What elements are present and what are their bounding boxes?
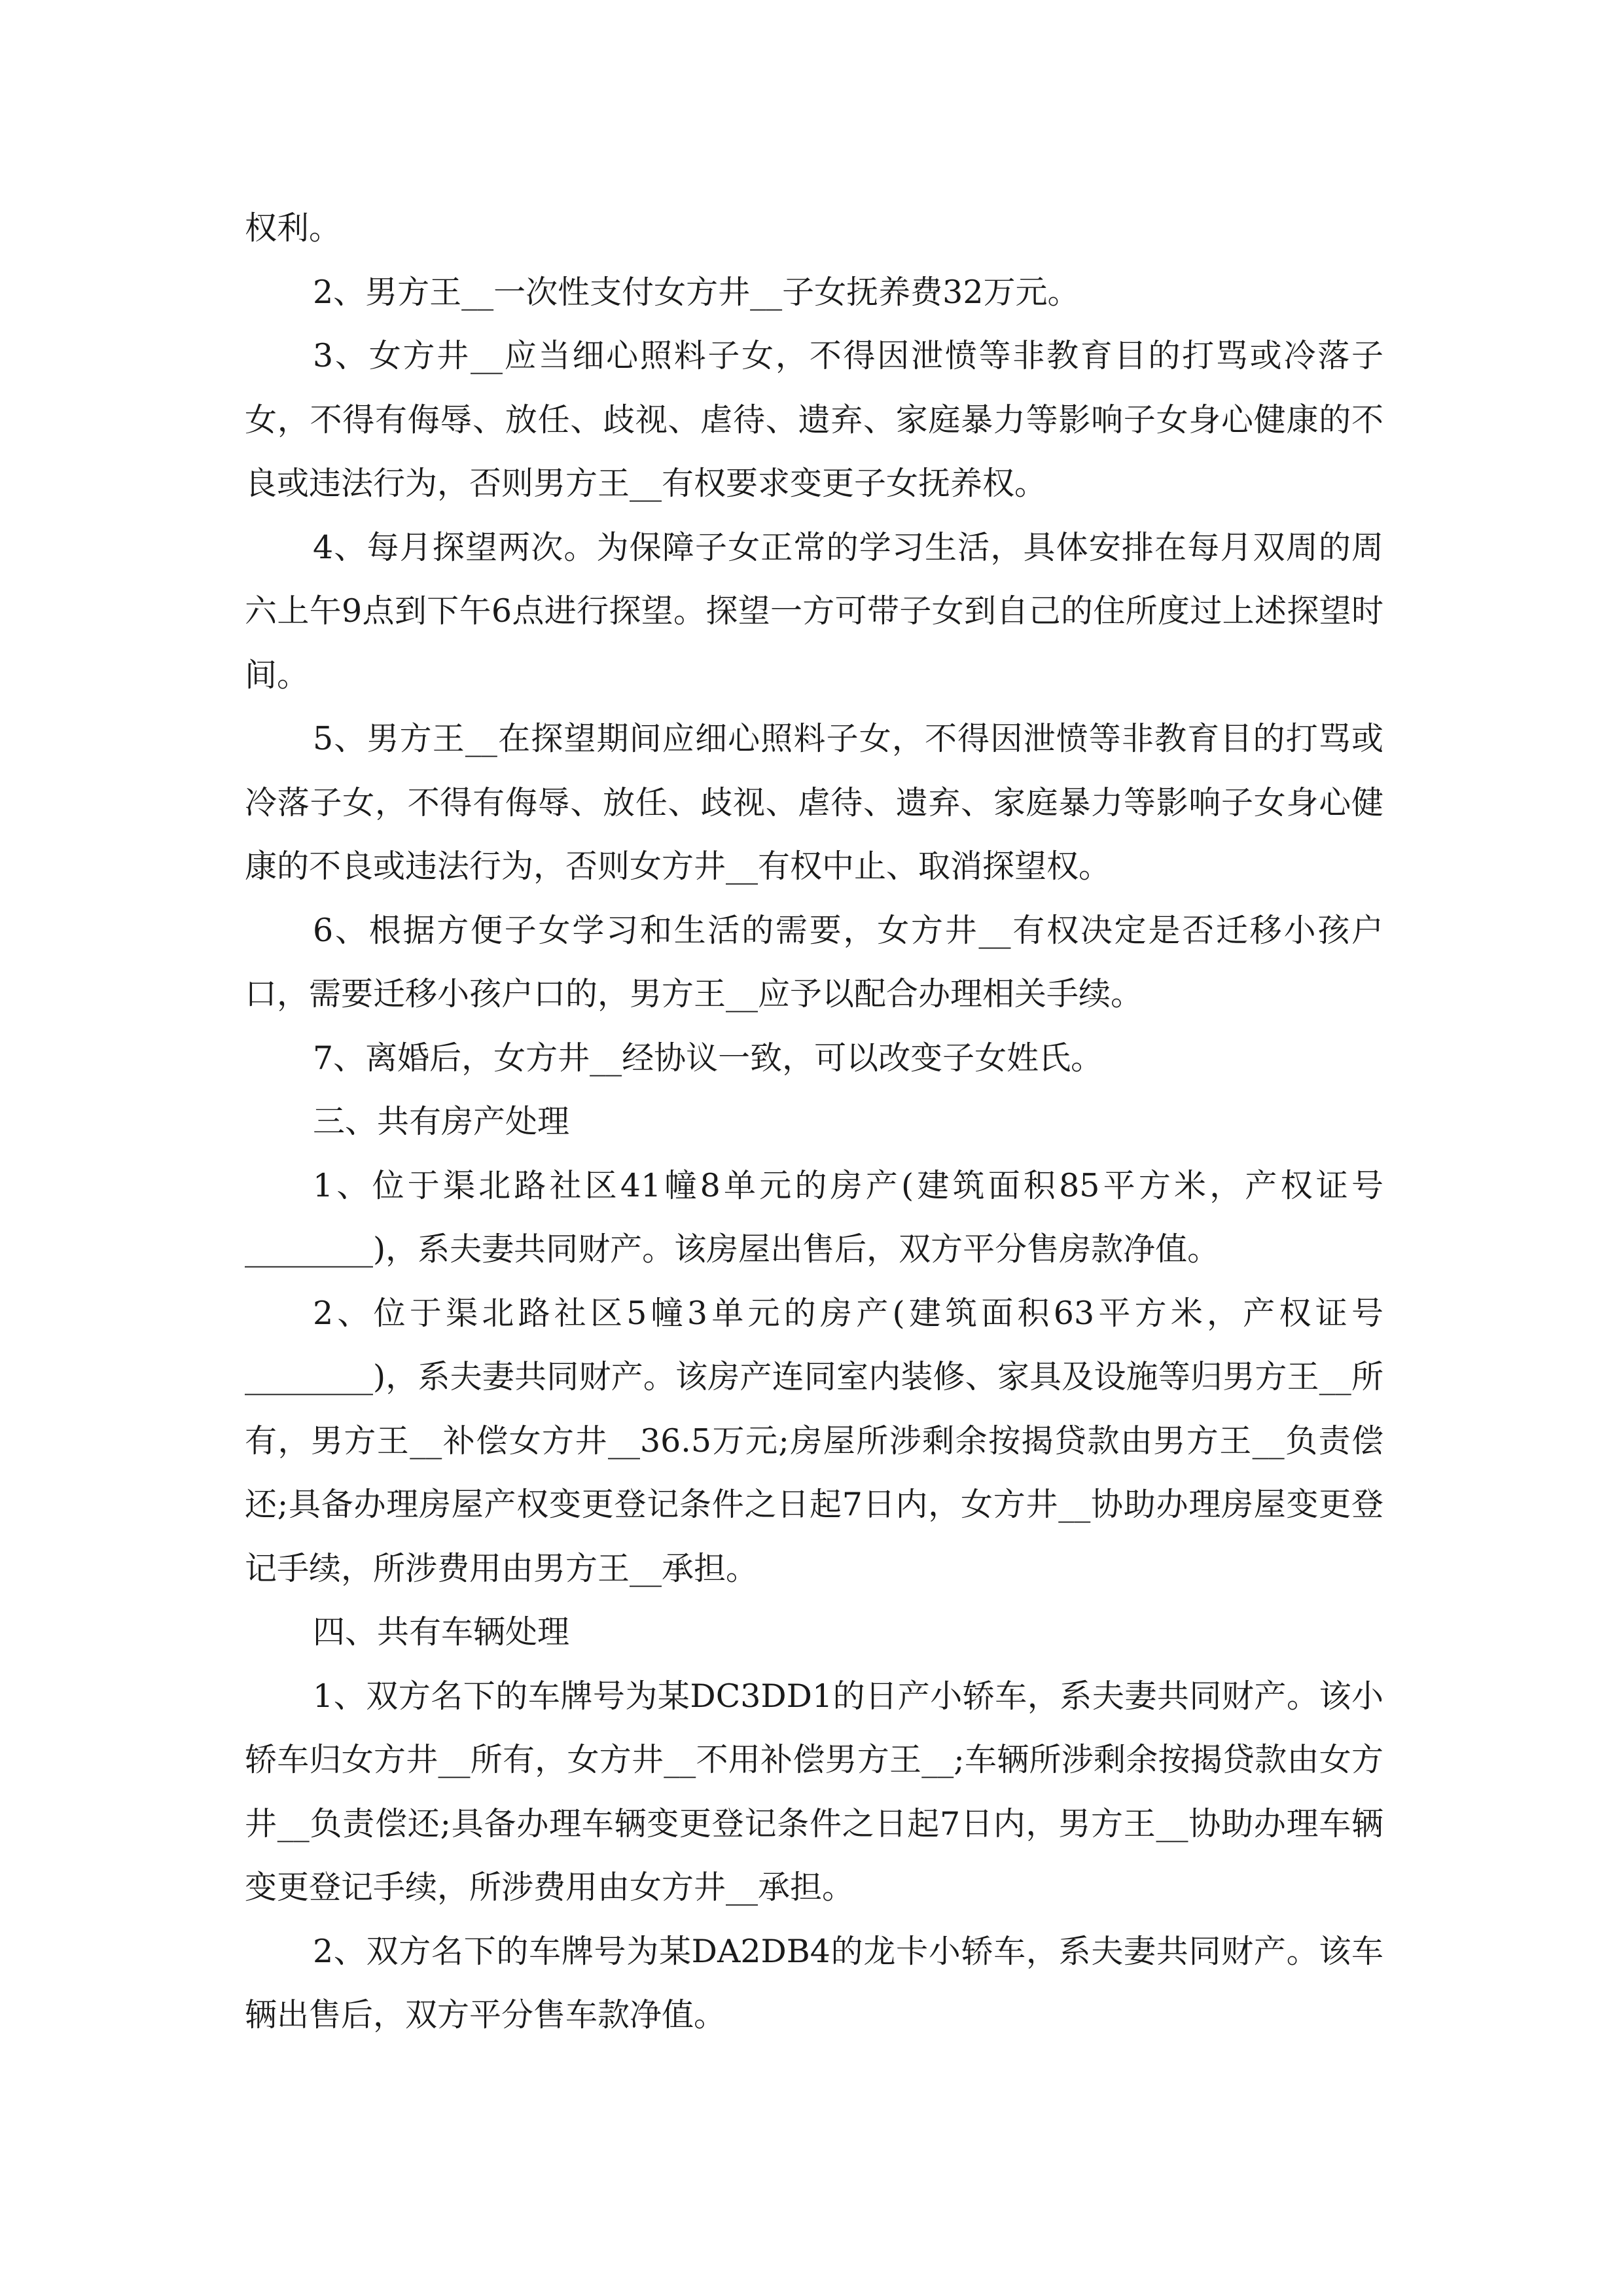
paragraph-item-4-visitation-schedule: 4、每月探望两次。为保障子女正常的学习生活，具体安排在每月双周的周六上午9点到下午6点进行探望。探望一方可带子女到自己的住所度过上述探望时间。 bbox=[245, 528, 1383, 694]
paragraph-vehicle-1: 1、双方名下的车牌号为某DC3DD1的日产小轿车，系夫妻共同财产。该小轿车归女方井__所有，女方井__不用补偿男方王__;车辆所涉剩余按揭贷款由女方井__负责偿还;具备办理车辆变更登记条件之日起7日内，男方王__协助办理车辆变更登记手续，所涉费用由女方井__承担。 bbox=[245, 1677, 1383, 1906]
paragraph-item-2-support-payment: 2、男方王__一次性支付女方井__子女抚养费32万元。 bbox=[313, 273, 1080, 311]
paragraph-item-3-care-obligation: 3、女方井__应当细心照料子女，不得因泄愤等非教育目的打骂或冷落子女，不得有侮辱、放任、歧视、虐待、遗弃、家庭暴力等影响子女身心健康的不良或违法行为，否则男方王__有权要求变更子女抚养权。 bbox=[245, 337, 1383, 502]
section-heading-property: 三、共有房产处理 bbox=[313, 1103, 570, 1140]
paragraph-vehicle-2: 2、双方名下的车牌号为某DA2DB4的龙卡小轿车，系夫妻共同财产。该车辆出售后，双方平分售车款净值。 bbox=[245, 1932, 1383, 2034]
paragraph-property-2: 2、位于渠北路社区5幢3单元的房产(建筑面积63平方米，产权证号________)，系夫妻共同财产。该房产连同室内装修、家具及设施等归男方王__所有，男方王__补偿女方井__36.5万元;房屋所涉剩余按揭贷款由男方王__负责偿还;具备办理房屋产权变更登记条件之日起7日内，女方井__协助办理房屋变更登记手续，所涉费用由男方王__承担。 bbox=[245, 1294, 1383, 1587]
paragraph-item-7-surname-change: 7、离婚后，女方井__经协议一致，可以改变子女姓氏。 bbox=[313, 1039, 1103, 1077]
paragraph-continuation: 权利。 bbox=[245, 209, 342, 247]
document-body bbox=[245, 196, 1383, 2047]
paragraph-item-6-household-registration: 6、根据方便子女学习和生活的需要，女方井__有权决定是否迁移小孩户口，需要迁移小孩户口的，男方王__应予以配合办理相关手续。 bbox=[245, 911, 1383, 1013]
paragraph-property-1: 1、位于渠北路社区41幢8单元的房产(建筑面积85平方米，产权证号________)，系夫妻共同财产。该房屋出售后，双方平分售房款净值。 bbox=[245, 1166, 1383, 1268]
section-heading-vehicles: 四、共有车辆处理 bbox=[313, 1613, 570, 1651]
paragraph-item-5-visitation-conduct: 5、男方王__在探望期间应细心照料子女，不得因泄愤等非教育目的打骂或冷落子女，不得有侮辱、放任、歧视、虐待、遗弃、家庭暴力等影响子女身心健康的不良或违法行为，否则女方井__有权中止、取消探望权。 bbox=[245, 720, 1383, 885]
